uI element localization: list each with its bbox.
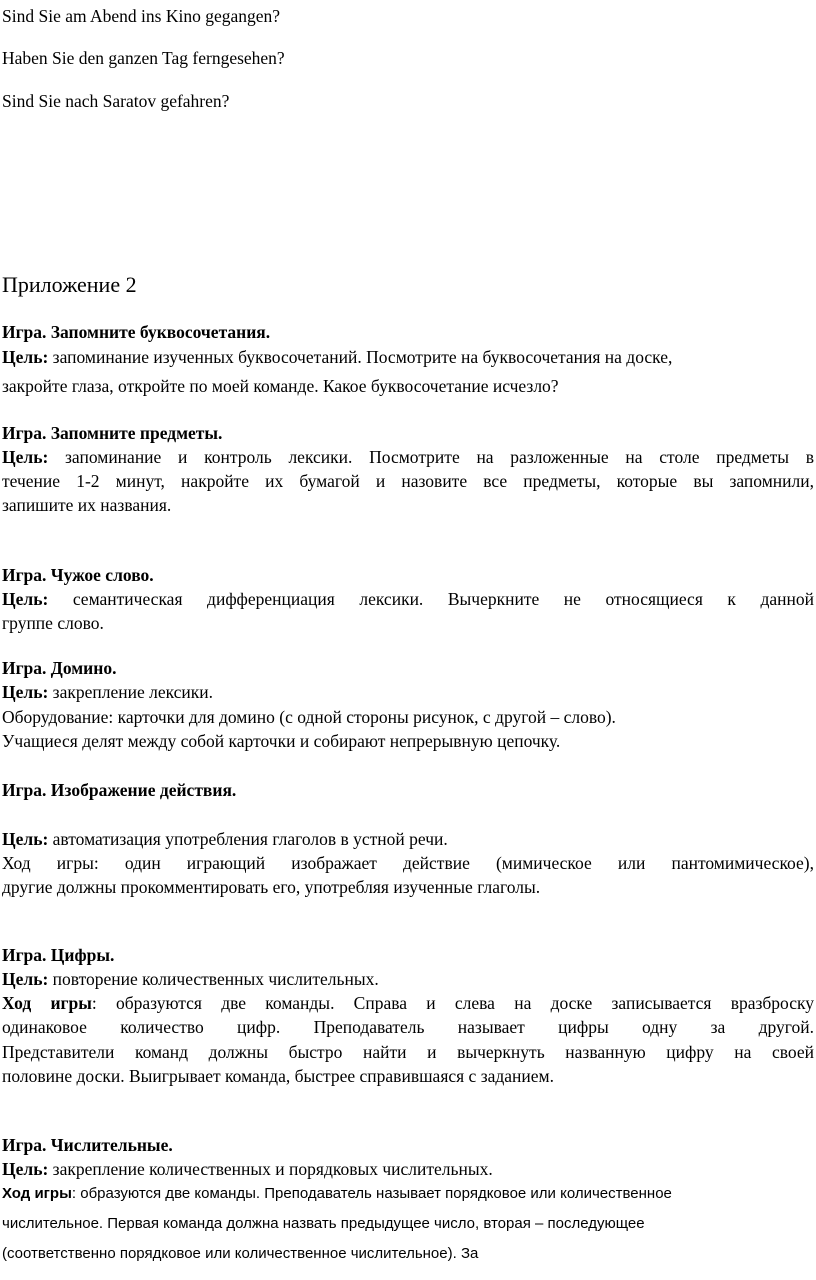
question-2: Haben Sie den ganzen Tag ferngesehen?: [2, 48, 285, 68]
game-6-line-1: одинаковое количество цифр. Преподаватель называет цифры одну за другой.: [2, 1017, 814, 1037]
appendix-title: Приложение 2: [2, 272, 137, 297]
game-2-line-1: течение 1-2 минут, накройте их бумагой и назовите все предметы, которые вы запомнили,: [2, 471, 814, 491]
game-6-title: Игра. Цифры.: [2, 945, 115, 965]
game-7-goal: Цель: закрепление количественных и порядковых числительных.: [2, 1159, 493, 1179]
game-2-title: Игра. Запомните предметы.: [2, 423, 223, 443]
game-1-line-1: закройте глаза, откройте по моей команде. Какое буквосочетание исчезло?: [2, 376, 559, 396]
game-4-goal: Цель: закрепление лексики.: [2, 682, 214, 702]
game-6-line-3: половине доски. Выигрывает команда, быстрее справившаяся с заданием.: [2, 1066, 555, 1086]
game-4-line-1: Оборудование: карточки для домино (с одной стороны рисунок, с другой – слово).: [2, 707, 616, 727]
game-4-title: Игра. Домино.: [2, 658, 117, 678]
game-6-line-2: Представители команд должны быстро найти и вычеркнуть названную цифру на своей: [2, 1042, 814, 1062]
game-5-title: Игра. Изображение действия.: [2, 780, 237, 800]
game-5-goal: Цель: автоматизация употребления глаголов в устной речи.: [2, 829, 448, 849]
game-6-course: Ход игры: образуются две команды. Справа и слева на доске записывается вразброску: [2, 993, 815, 1013]
game-1-goal: Цель: запоминание изученных буквосочетаний. Посмотрите на буквосочетания на доске,: [2, 347, 673, 367]
game-6-goal: Цель: повторение количественных числительных.: [2, 969, 379, 989]
game-3-goal: Цель: семантическая дифференциация лексики. Вычеркните не относящиеся к данной: [2, 589, 814, 609]
game-5-line-1: Ход игры: один играющий изображает действие (мимическое или пантомимическое),: [2, 853, 814, 873]
game-4-line-2: Учащиеся делят между собой карточки и собирают непрерывную цепочку.: [2, 731, 561, 751]
game-7-line-1: числительное. Первая команда должна назвать предыдущее число, вторая – последующее: [2, 1215, 645, 1232]
game-7-line-2: (соответственно порядковое или количественное числительное). За: [2, 1245, 479, 1262]
question-3: Sind Sie nach Saratov gefahren?: [2, 91, 230, 111]
game-3-title: Игра. Чужое слово.: [2, 565, 154, 585]
game-7-title: Игра. Числительные.: [2, 1135, 173, 1155]
game-3-line-1: группе слово.: [2, 613, 104, 633]
game-2-goal: Цель: запоминание и контроль лексики. Посмотрите на разложенные на столе предметы в: [2, 447, 814, 467]
game-1-title: Игра. Запомните буквосочетания.: [2, 322, 271, 342]
game-2-line-2: запишите их названия.: [2, 495, 172, 515]
game-5-line-2: другие должны прокомментировать его, употребляя изученные глаголы.: [2, 877, 541, 897]
game-7-course: Ход игры: образуются две команды. Преподаватель называет порядковое или количественное: [2, 1185, 672, 1202]
question-1: Sind Sie am Abend ins Kino gegangen?: [2, 6, 281, 26]
